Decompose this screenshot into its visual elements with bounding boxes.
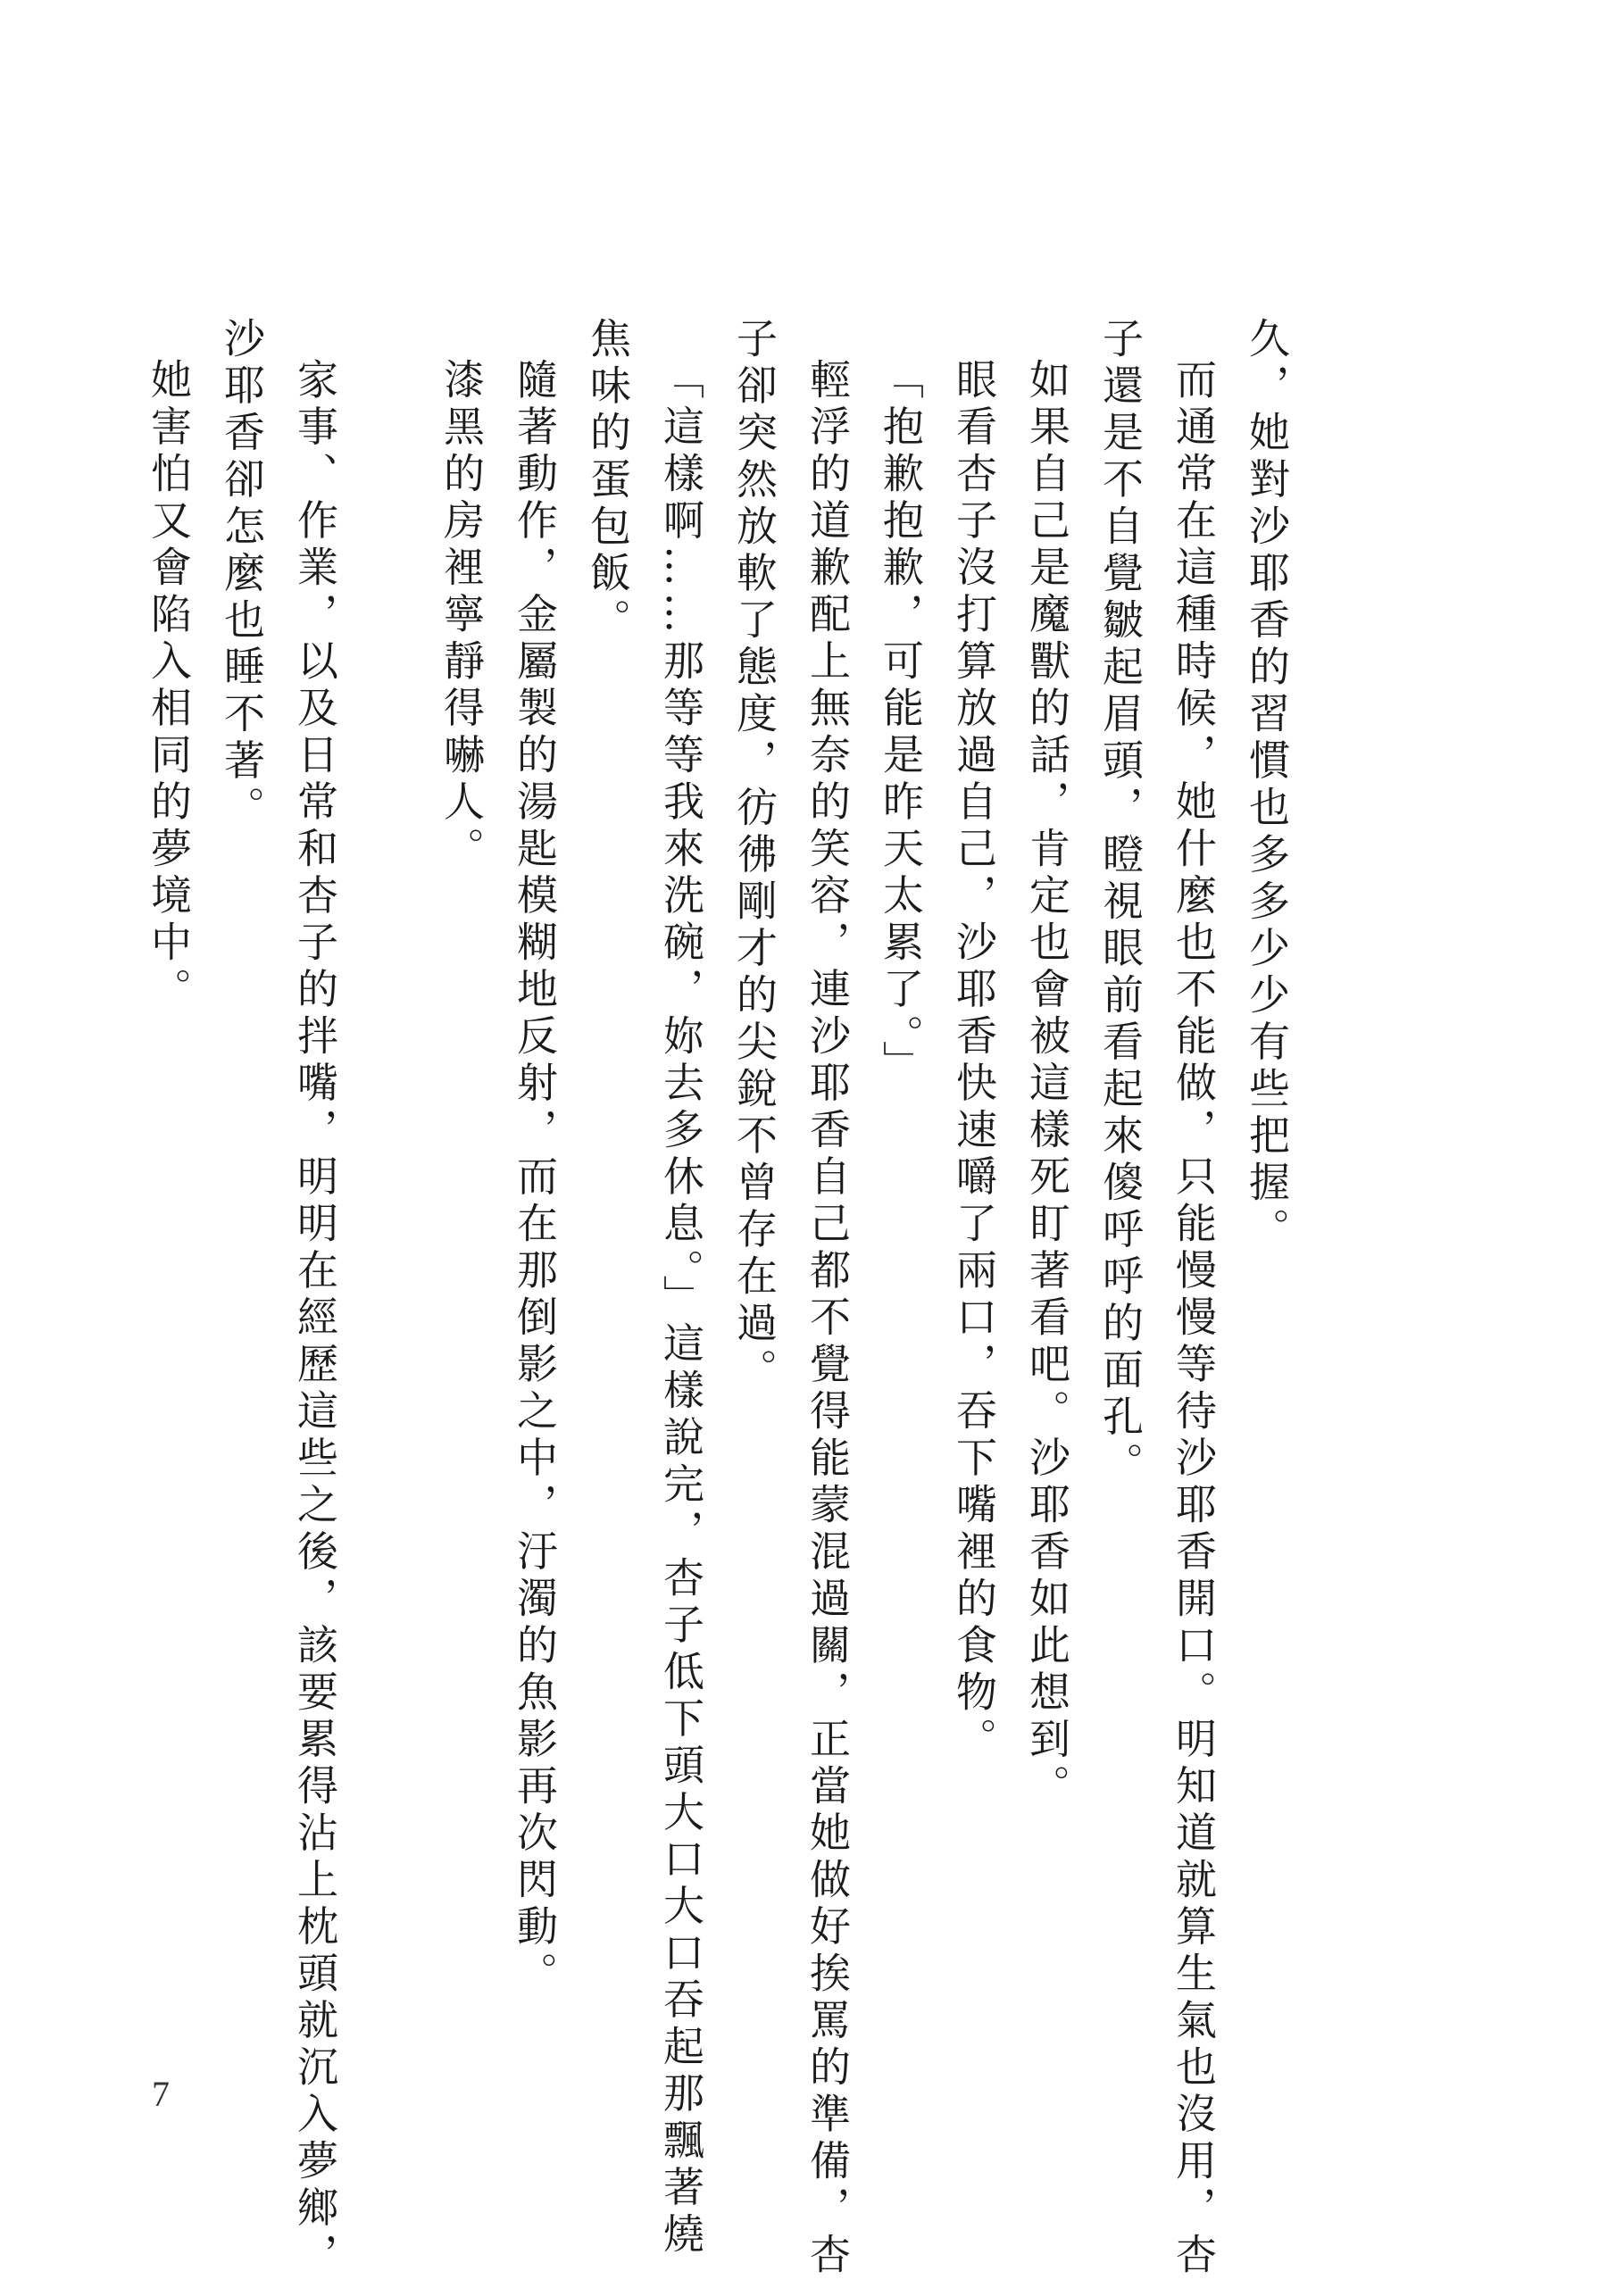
text-line-6: 「抱歉抱歉，可能是昨天太累了。」 bbox=[877, 358, 925, 1087]
text-line-10: 焦味的蛋包飯。 bbox=[584, 317, 632, 645]
text-line-14: 沙耶香卻怎麼也睡不著。 bbox=[218, 317, 266, 833]
page-number: 7 bbox=[152, 2074, 170, 2114]
text-line-2: 而通常在這種時候，她什麼也不能做，只能慢慢等待沙耶香開口。明知道就算生氣也沒用，杏 bbox=[1170, 358, 1218, 2280]
text-line-7: 輕浮的道歉配上無奈的笑容，連沙耶香自己都不覺得能蒙混過關，正當她做好挨罵的準備，杏 bbox=[804, 358, 852, 2280]
text-line-15: 她害怕又會陷入相同的夢境中。 bbox=[145, 358, 193, 1014]
vertical-text-body bbox=[145, 317, 1303, 2280]
text-line-13: 家事、作業，以及日常和杏子的拌嘴，明明在經歷這些之後，該要累得沾上枕頭就沉入夢鄉， bbox=[291, 358, 339, 2280]
text-line-1: 久，她對沙耶香的習慣也多多少少有些把握。 bbox=[1243, 317, 1291, 1254]
text-line-5: 眼看杏子沒打算放過自己，沙耶香快速嚼了兩口，吞下嘴裡的食物。 bbox=[950, 358, 998, 1764]
text-line-8: 子卻突然放軟了態度，彷彿剛才的尖銳不曾存在過。 bbox=[730, 317, 779, 1395]
text-line-9: 「這樣啊……那等等我來洗碗，妳去多休息。」這樣說完，杏子低下頭大口大口吞起那飄著燒 bbox=[657, 358, 705, 2259]
text-line-3: 子還是不自覺皺起眉頭，瞪視眼前看起來傻呼呼的面孔。 bbox=[1096, 317, 1145, 1489]
text-line-11: 隨著動作，金屬製的湯匙模糊地反射，而在那倒影之中，汙濁的魚影再次閃動。 bbox=[511, 358, 559, 1999]
text-line-12: 漆黑的房裡寧靜得嚇人。 bbox=[437, 358, 486, 874]
text-line-4: 如果自己是魔獸的話，肯定也會被這樣死盯著看吧。沙耶香如此想到。 bbox=[1023, 358, 1071, 1811]
